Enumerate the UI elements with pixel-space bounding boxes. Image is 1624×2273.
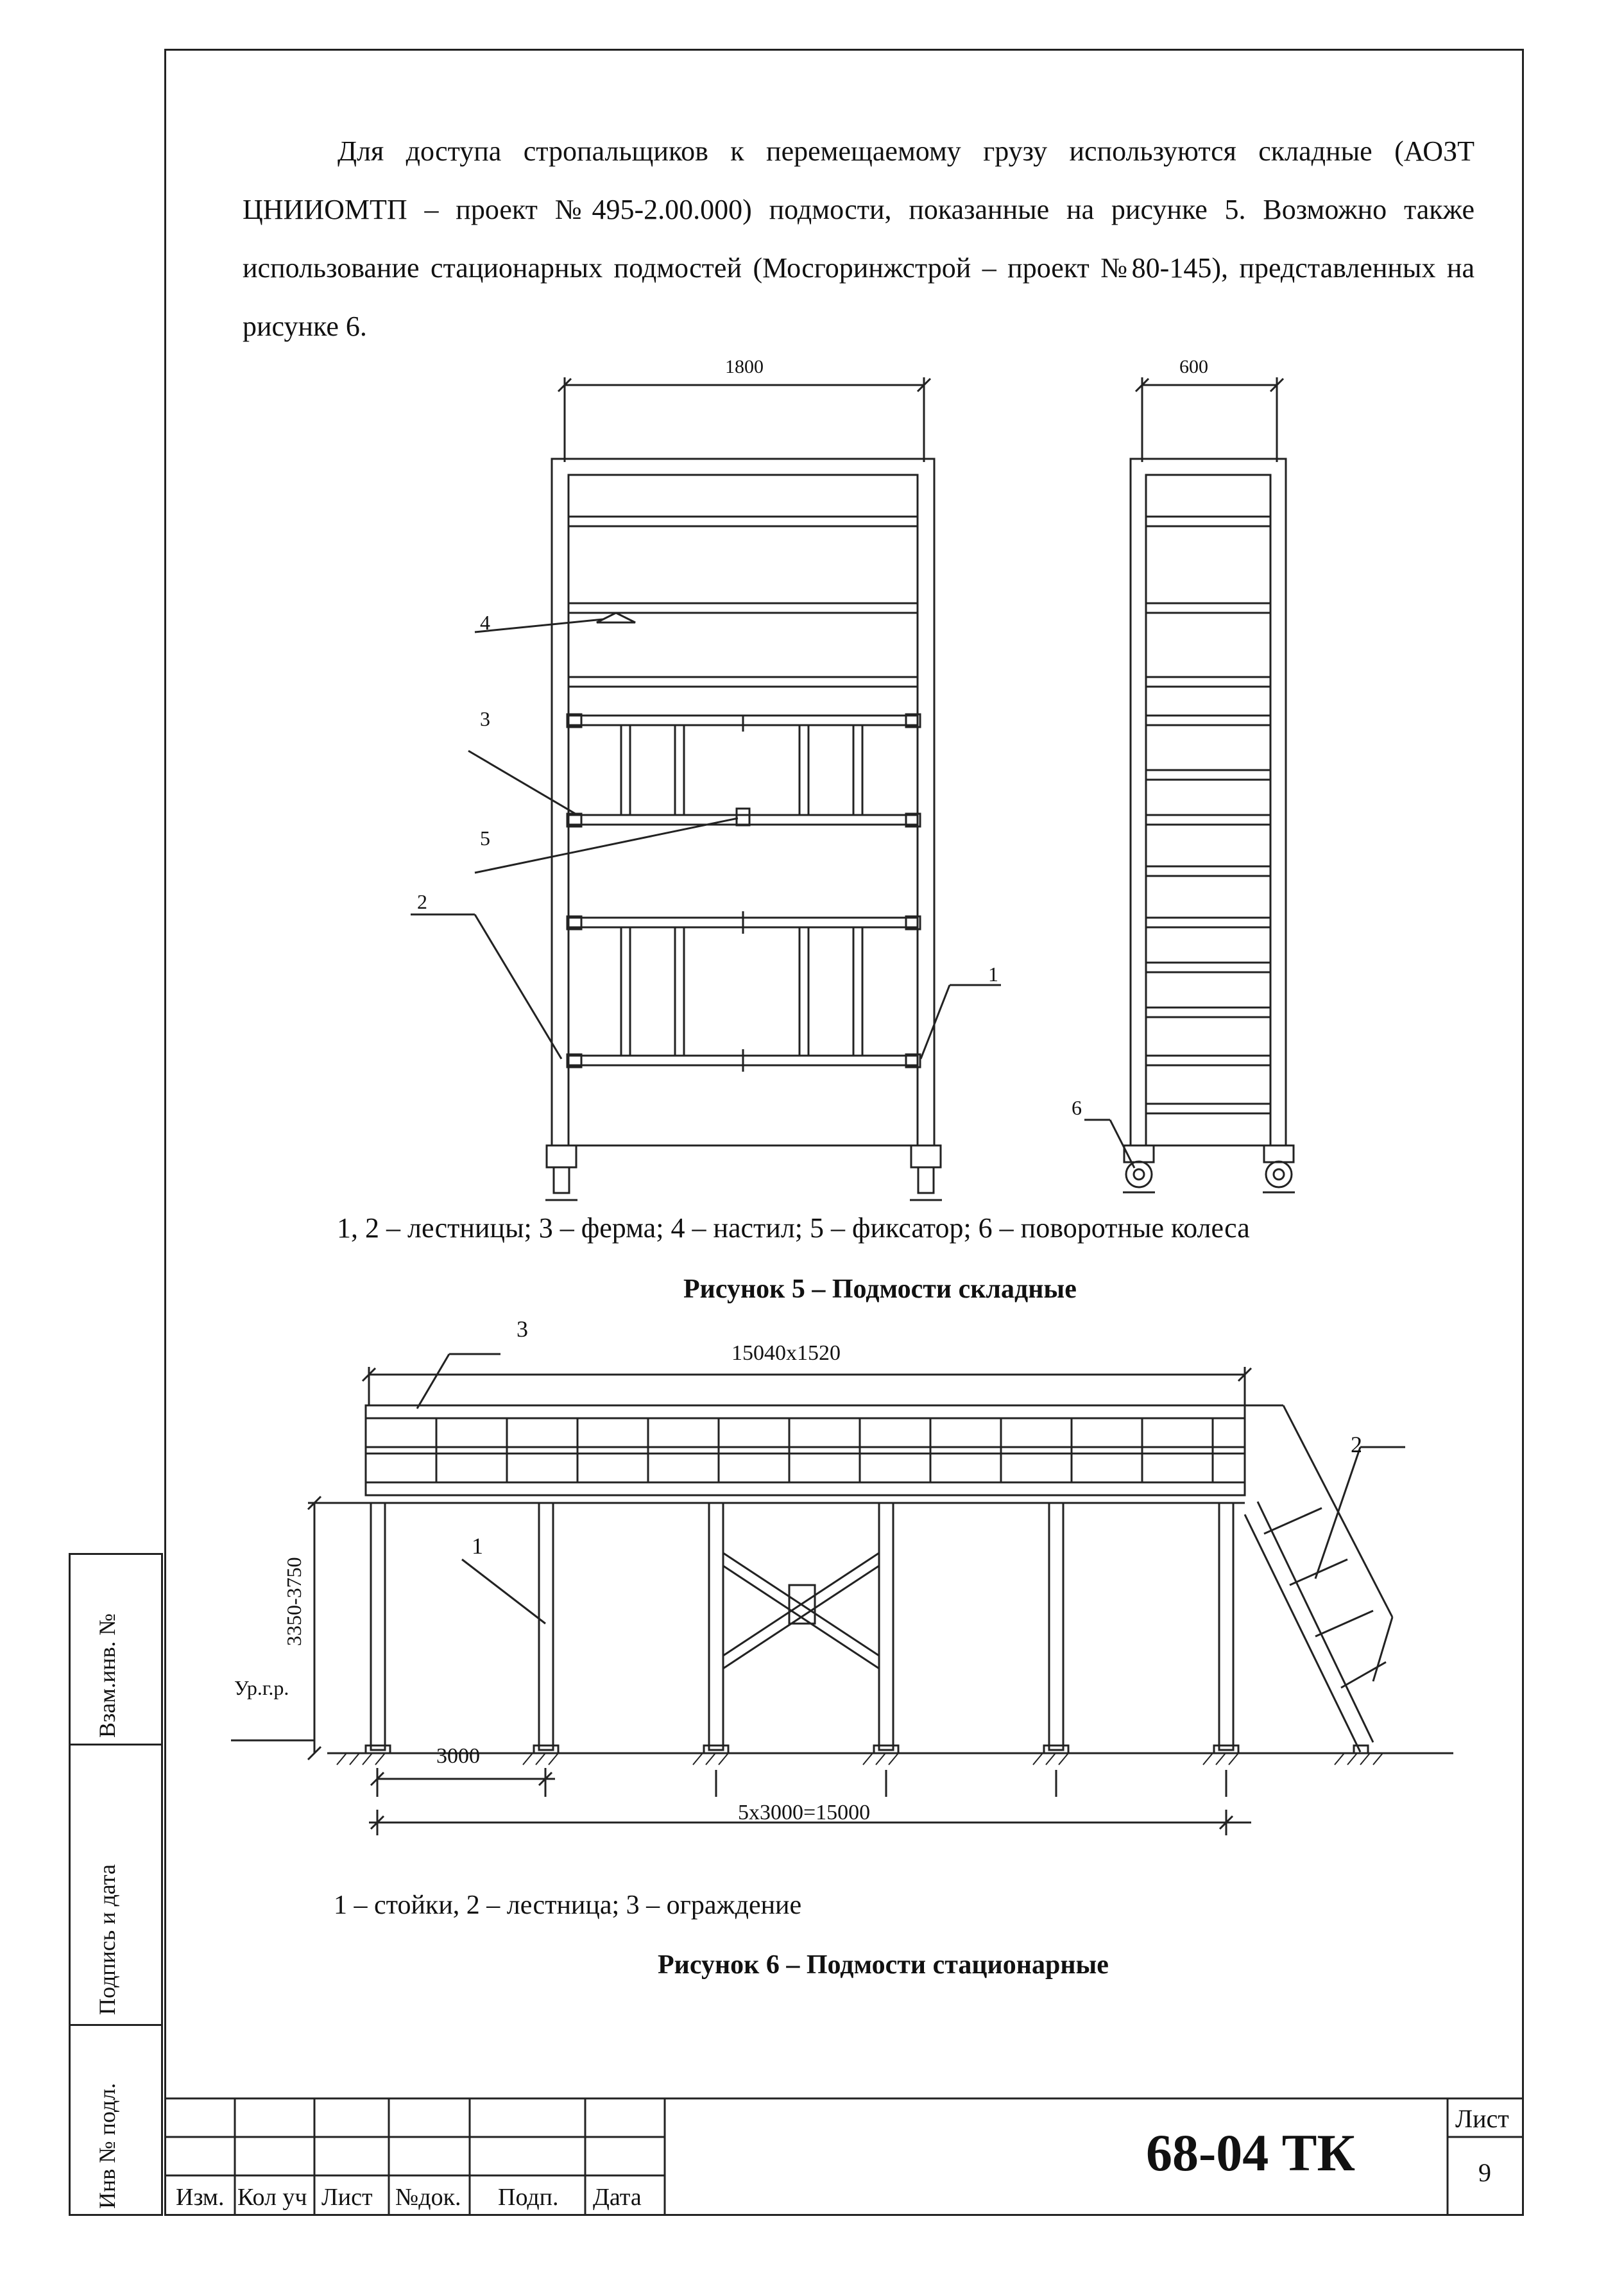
callout-5: 5 [480, 827, 490, 850]
hdr-izm: Изм. [176, 2184, 225, 2211]
side-label-replacement: Взам.инв. № [94, 1613, 120, 1738]
side-cell-original [69, 2024, 163, 2216]
title-block [164, 2098, 1524, 2216]
figure5-caption: Рисунок 5 – Подмости складные [683, 1274, 1077, 1304]
figure5-side-view [1084, 359, 1328, 1206]
figure6-caption: Рисунок 6 – Подмости стационарные [658, 1950, 1109, 1980]
dim-total: 5x3000=15000 [738, 1801, 871, 1824]
hdr-list: Лист [321, 2184, 373, 2211]
side-label-signature: Подпись и дата [94, 1864, 120, 2015]
hdr-sign: Подп. [498, 2184, 559, 2211]
callout-1: 1 [988, 963, 998, 986]
callout-6-2: 2 [1351, 1432, 1362, 1457]
figure5-front-view [449, 359, 1027, 1206]
sheet-label: Лист [1455, 2104, 1509, 2133]
side-label-original: Инв № подл. [94, 2082, 120, 2209]
intro-text: Для доступа стропальщиков к перемещаемому грузу используются складные (АОЗТ ЦНИИОМТП – проект №495-2.00.000) подмости, показанные на рисунке 5. Возможно также использование стационарных подмостей (Мосгоринжстрой – проект №80-145), представленных на рисунке 6. [243, 135, 1474, 342]
doc-code: 68-04 ТК [1146, 2123, 1355, 2182]
callout-6: 6 [1072, 1096, 1082, 1119]
intro-paragraph [243, 122, 1474, 356]
side-stamp [69, 1553, 164, 2216]
dim-height: 3350-3750 [282, 1557, 305, 1646]
hdr-date: Дата [593, 2184, 642, 2211]
callout-3: 3 [480, 707, 490, 730]
callout-6-3: 3 [517, 1316, 528, 1342]
side-cell-replacement [69, 1553, 163, 1745]
dim-1800: 1800 [725, 356, 764, 377]
hdr-doc: №док. [395, 2184, 461, 2211]
dim-span: 3000 [436, 1744, 480, 1768]
dim-600: 600 [1179, 356, 1208, 377]
ground-label: Ур.г.р. [234, 1676, 289, 1699]
callout-6-1: 1 [472, 1533, 483, 1559]
callout-4: 4 [480, 611, 490, 634]
hdr-kol: Кол уч [237, 2184, 307, 2211]
side-cell-signature [69, 1744, 163, 2026]
figure6-legend: 1 – стойки, 2 – лестница; 3 – ограждение [334, 1891, 802, 1920]
dim-overall: 15040x1520 [731, 1341, 841, 1365]
figure5-legend: 1, 2 – лестницы; 3 – ферма; 4 – настил; 5 – фиксатор; 6 – поворотные колеса [337, 1212, 1250, 1244]
figure6-stationary [231, 1322, 1463, 1848]
callout-2: 2 [417, 890, 427, 913]
sheet-number: 9 [1478, 2158, 1491, 2187]
